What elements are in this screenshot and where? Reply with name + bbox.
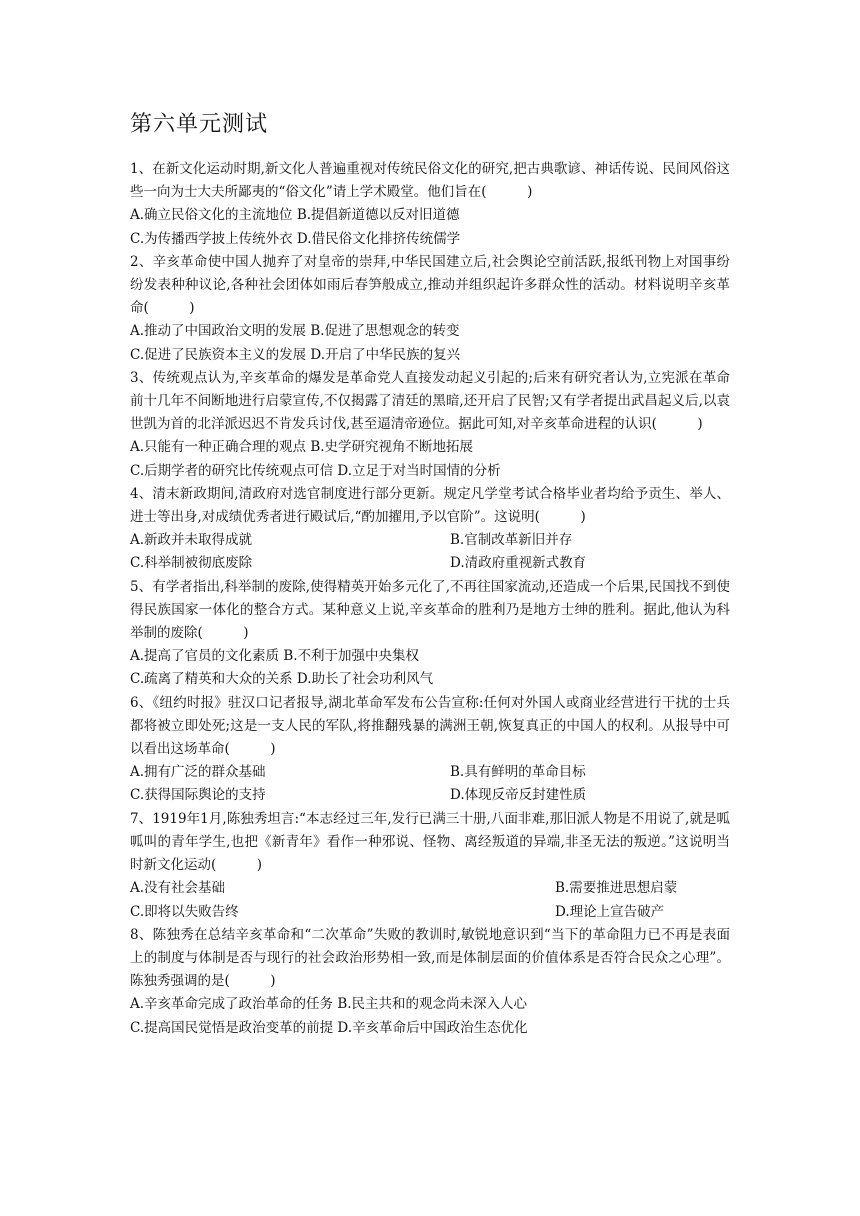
option-a: A.没有社会基础 [130,880,226,897]
option-line: A.提高了官员的文化素质 B.不利于加强中央集权 [130,648,420,665]
option-line: A.只能有一种正确合理的观点 B.史学研究视角不断地拓展 [130,439,474,456]
option-line: C.促进了民族资本主义的发展 D.开启了中华民族的复兴 [130,346,461,363]
option-d: D.体现反帝反封建性质 [450,787,587,804]
option-a: A.拥有广泛的群众基础 [130,764,266,781]
option-row [130,901,730,924]
option-d: D.清政府重视新式教育 [450,555,587,572]
question-4 [130,483,730,576]
question-stem: 5、有学者指出,科举制的废除,使得精英开始多元化了,不再往国家流动,还造成一个后果,民国找不到使得民族国家一体化的整合方式。某种意义上说,辛亥革命的胜利乃是地方士绅的胜利。据此,他认为科举制的废除( ) [130,578,730,642]
option-line: C.为传播西学披上传统外衣 D.借民俗文化排挤传统儒学 [130,230,461,247]
option-line: C.提高国民觉悟是政治变革的前提 D.辛亥革命后中国政治生态优化 [130,1019,528,1036]
option-line: C.后期学者的研究比传统观点可信 D.立足于对当时国情的分析 [130,462,501,479]
question-stem: 6、《纽约时报》驻汉口记者报导,湖北革命军发布公告宣称:任何对外国人或商业经营进行干扰的士兵都将被立即处死;这是一支人民的军队,将推翻残暴的满洲王朝,恢复真正的中国人的权利。从报导中可以看出这场革命( ) [130,694,730,758]
document-page [130,110,730,1040]
option-row [130,877,730,900]
question-stem: 4、清末新政期间,清政府对选官制度进行部分更新。规定凡学堂考试合格毕业者均给予贡生、举人、进士等出身,对成绩优秀者进行殿试后,“酌加擢用,予以官阶”。这说明( ) [130,485,730,526]
option-line: A.推动了中国政治文明的发展 B.促进了思想观念的转变 [130,323,460,340]
option-b: B.具有鲜明的革命目标 [450,764,586,781]
option-c: C.即将以失败告终 [130,903,239,920]
option-c: C.获得国际舆论的支持 [130,787,266,804]
option-row [130,784,730,807]
option-line: A.辛亥革命完成了政治革命的任务 B.民主共和的观念尚未深入人心 [130,996,528,1013]
question-stem: 2、辛亥革命使中国人抛弃了对皇帝的崇拜,中华民国建立后,社会舆论空前活跃,报纸刊物上对国事纷纷发表种种议论,各种社会团体如雨后春笋般成立,推动并组织起许多群众性的活动。材料说明辛亥革命( ) [130,253,730,317]
question-7 [130,808,730,924]
question-3 [130,367,730,483]
question-6 [130,692,730,808]
option-b: B.官制改革新旧并存 [450,532,573,549]
option-d: D.理论上宣告破产 [555,903,665,920]
option-c: C.科举制被彻底废除 [130,555,253,572]
option-b: B.需要推进思想启蒙 [555,880,678,897]
question-stem: 3、传统观点认为,辛亥革命的爆发是革命党人直接发动起义引起的;后来有研究者认为,立宪派在革命前十几年不间断地进行启蒙宣传,不仅揭露了清廷的黑暗,还开启了民智;又有学者提出武昌起义后,以袁世凯为首的北洋派迟迟不肯发兵讨伐,甚至逼清帝逊位。据此可知,对辛亥革命进程的认识( ) [130,369,730,433]
question-stem: 7、1919年1月,陈独秀坦言:“本志经过三年,发行已满三十册,八面非难,那旧派人物是不用说了,就是呱呱叫的青年学生,也把《新青年》看作一种邪说、怪物、离经叛道的异端,非圣无法的叛逆。”这说明当时新文化运动( ) [130,810,730,874]
option-line: A.确立民俗文化的主流地位 B.提倡新道德以反对旧道德 [130,207,460,224]
option-line: C.疏离了精英和大众的关系 D.助长了社会功利风气 [130,671,434,688]
question-1 [130,158,730,251]
question-stem: 8、陈独秀在总结辛亥革命和“二次革命”失败的教训时,敏锐地意识到“当下的革命阻力已不再是表面上的制度与体制是否与现行的社会政治形势相一致,而是体制层面的价值体系是否符合民众之心理”。陈独秀强调的是( ) [130,926,730,990]
question-stem: 1、在新文化运动时期,新文化人普遍重视对传统民俗文化的研究,把古典歌谚、神话传说、民间风俗这些一向为士大夫所鄙夷的“俗文化”请上学术殿堂。他们旨在( ) [130,161,730,201]
option-a: A.新政并未取得成就 [130,532,253,549]
option-row [130,552,730,575]
question-5 [130,576,730,692]
option-row [130,761,730,784]
page-title: 第六单元测试 [130,112,269,137]
question-2 [130,251,730,367]
question-8 [130,924,730,1040]
option-row [130,529,730,552]
